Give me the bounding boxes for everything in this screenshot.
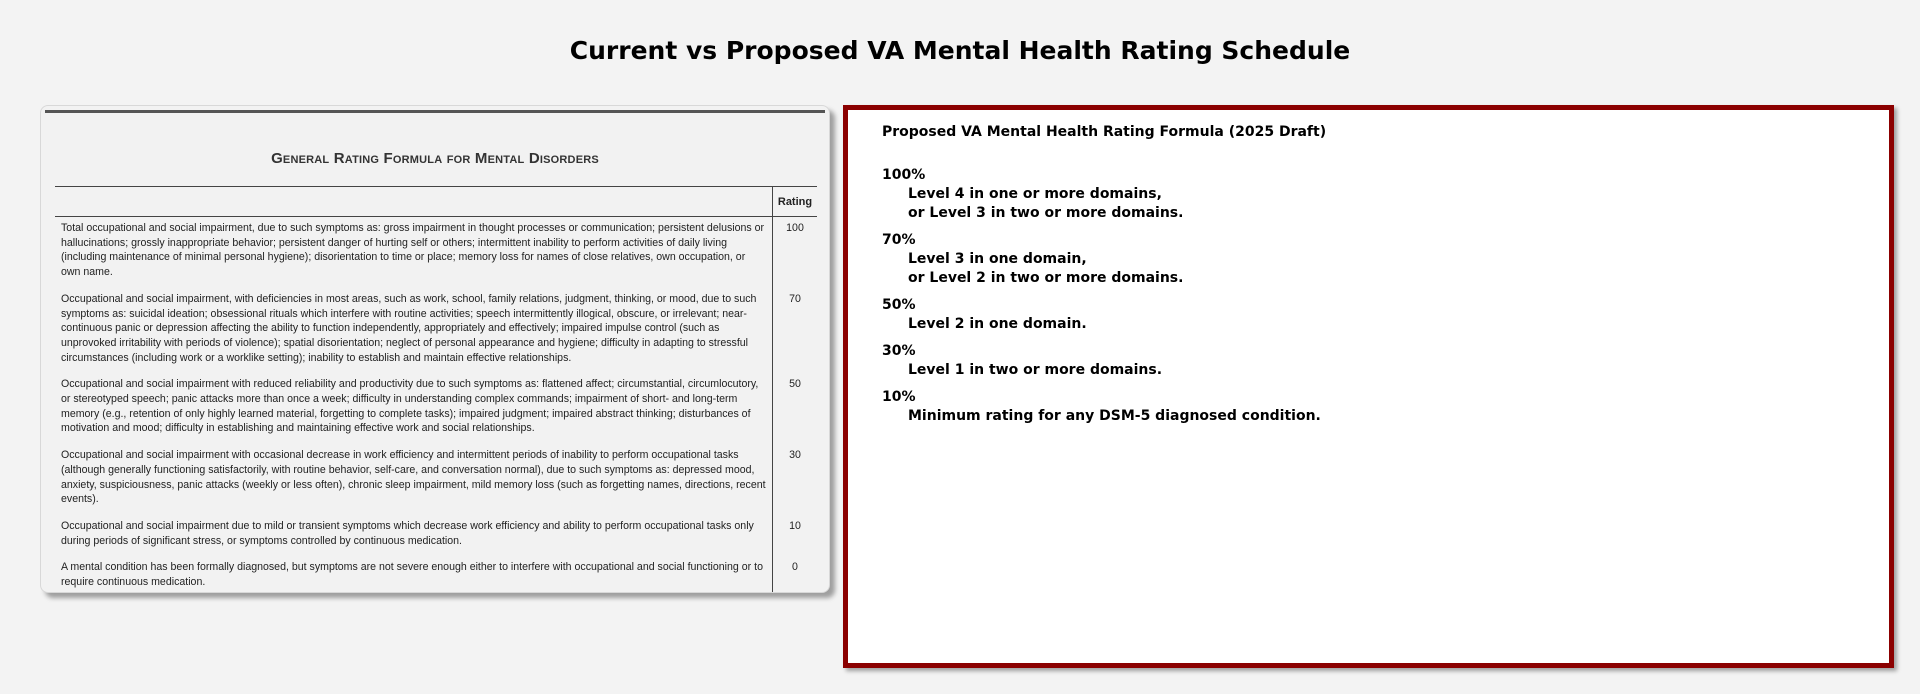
level-criteria: Minimum rating for any DSM-5 diagnosed condition. bbox=[908, 408, 1321, 424]
row-rating: 50 bbox=[773, 373, 818, 444]
level-block bbox=[882, 388, 1869, 426]
row-description: Total occupational and social impairment, due to such symptoms as: gross impairment in thought processes or communication; persistent delusions or hallucinations; grossly inappropriate behavior; persistent danger of hurting self or others; intermittent inability to perform activities of daily living (including maintenance of minimal personal hygiene); disorientation to time or place; memory loss for names of close relatives, own occupation, or own name. bbox=[61, 222, 765, 279]
table-row bbox=[55, 373, 817, 444]
page-title: Current vs Proposed VA Mental Health Rating Schedule bbox=[569, 36, 1351, 65]
row-rating: 70 bbox=[773, 288, 818, 374]
level-percentage: 100% bbox=[882, 167, 926, 183]
row-rating: 30 bbox=[773, 444, 818, 515]
level-criteria: or Level 2 in two or more domains. bbox=[908, 270, 1184, 286]
proposed-content bbox=[882, 124, 1869, 434]
table-row bbox=[55, 217, 817, 288]
level-criteria: Level 1 in two or more domains. bbox=[908, 362, 1163, 378]
row-description: Occupational and social impairment with occasional decrease in work efficiency and intermittent periods of inability to perform occupational tasks (although generally functioning satisfactorily, with routine behavior, self-care, and conversation normal), due to such symptoms as: depressed mood, anxiety, suspiciousness, panic attacks (weekly or less often), chronic sleep impairment, mild memory loss (such as forgetting names, directions, recent events). bbox=[61, 449, 766, 506]
level-percentage: 50% bbox=[882, 297, 916, 313]
proposed-levels bbox=[882, 166, 1869, 426]
table-row bbox=[55, 515, 817, 556]
level-criteria: Level 2 in one domain. bbox=[908, 316, 1087, 332]
description-header bbox=[55, 187, 773, 217]
table-row bbox=[55, 444, 817, 515]
top-rule bbox=[45, 110, 825, 113]
table-row bbox=[55, 556, 817, 593]
level-criteria: Level 3 in one domain, bbox=[908, 251, 1087, 267]
level-percentage: 30% bbox=[882, 343, 916, 359]
row-rating: 0 bbox=[773, 556, 818, 593]
row-description: Occupational and social impairment, with deficiencies in most areas, such as work, school, family relations, judgment, thinking, or mood, due to such symptoms as: suicidal ideation; obsessional rituals which interfere with routine activities; speech intermittently illogical, obscure, or irrelevant; near-continuous panic or depression affecting the ability to function independently, appropriately and effectively; impaired impulse control (such as unprovoked irritability with periods of violence); spatial disorientation; neglect of personal appearance and hygiene; difficulty in adapting to stressful circumstances (including work or a worklike setting); inability to establish and maintain effective relationships. bbox=[61, 292, 757, 364]
level-criteria: Level 4 in one or more domains, bbox=[908, 186, 1162, 202]
table-body bbox=[55, 217, 817, 594]
rating-header: Rating bbox=[773, 187, 818, 217]
row-rating: 100 bbox=[773, 217, 818, 288]
level-percentage: 70% bbox=[882, 232, 916, 248]
table-title: General Rating Formula for Mental Disorders bbox=[271, 150, 599, 167]
level-criteria: or Level 3 in two or more domains. bbox=[908, 205, 1184, 221]
current-rating-table-card bbox=[40, 105, 830, 593]
level-block bbox=[882, 342, 1869, 380]
rating-table bbox=[55, 186, 817, 593]
table-row bbox=[55, 288, 817, 374]
proposed-title: Proposed VA Mental Health Rating Formula (2025 Draft) bbox=[882, 124, 1327, 140]
row-description: Occupational and social impairment with reduced reliability and productivity due to such symptoms as: flattened affect; circumstantial, circumlocutory, or stereotyped speech; panic attacks more than once a week; difficulty in understanding complex commands; impairment of short- and long-term memory (e.g., retention of only highly learned material, forgetting to complete tasks); impaired judgment; impaired abstract thinking; disturbances of motivation and mood; difficulty in establishing and maintaining effective work and social relationships. bbox=[61, 378, 759, 435]
level-percentage: 10% bbox=[882, 389, 916, 405]
level-block bbox=[882, 296, 1869, 334]
table-header-row bbox=[55, 187, 817, 217]
row-rating: 10 bbox=[773, 515, 818, 556]
level-block bbox=[882, 231, 1869, 288]
level-block bbox=[882, 166, 1869, 223]
proposed-formula-card bbox=[843, 105, 1894, 668]
row-description: Occupational and social impairment due to mild or transient symptoms which decrease work efficiency and ability to perform occupational tasks only during periods of significant stress, or symptoms controlled by continuous medication. bbox=[61, 519, 754, 547]
row-description: A mental condition has been formally diagnosed, but symptoms are not severe enough either to interfere with occupational and social functioning or to require continuous medication. bbox=[61, 561, 763, 589]
